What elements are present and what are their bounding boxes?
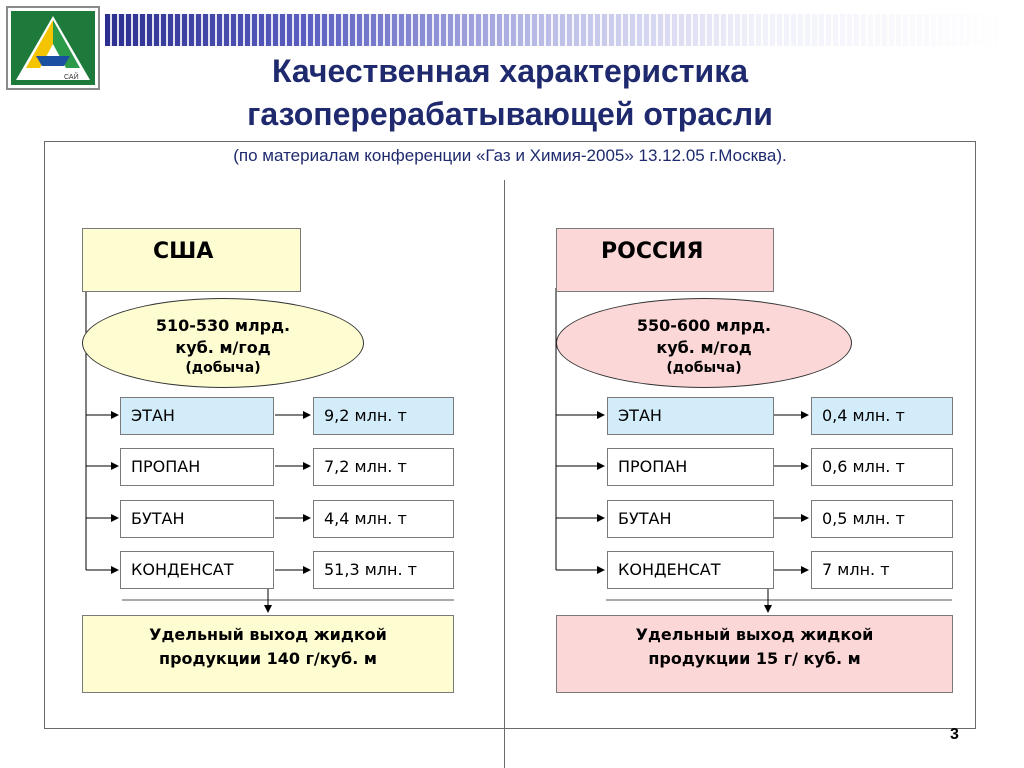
page-number: 3 <box>950 726 959 743</box>
russia-value-propane <box>811 448 953 486</box>
usa-production-note: (добыча) <box>185 360 261 376</box>
usa-country-label: США <box>153 239 214 264</box>
usa-result-box <box>82 615 454 693</box>
russia-value-butane-text: 0,5 млн. т <box>822 509 905 528</box>
usa-item-condensate-label: КОНДЕНСАТ <box>131 560 234 579</box>
usa-value-condensate <box>313 551 454 589</box>
usa-production-line-2: куб. м/год <box>175 338 271 357</box>
russia-value-propane-text: 0,6 млн. т <box>822 457 905 476</box>
russia-result-box <box>556 615 953 693</box>
russia-item-ethane <box>607 397 774 435</box>
russia-item-butane-label: БУТАН <box>618 509 672 528</box>
usa-value-butane <box>313 500 454 538</box>
russia-production-line-1: 550-600 млрд. <box>636 316 772 335</box>
russia-item-ethane-label: ЭТАН <box>618 406 662 425</box>
russia-production-note: (добыча) <box>666 360 742 376</box>
title-line-2: газоперерабатывающей отрасли <box>247 96 773 132</box>
usa-value-propane-text: 7,2 млн. т <box>324 457 407 476</box>
usa-value-ethane-text: 9,2 млн. т <box>324 406 407 425</box>
russia-country-label: РОССИЯ <box>601 239 704 264</box>
russia-value-condensate <box>811 551 953 589</box>
usa-value-propane <box>313 448 454 486</box>
russia-item-propane <box>607 448 774 486</box>
russia-item-propane-label: ПРОПАН <box>618 457 688 476</box>
russia-value-butane <box>811 500 953 538</box>
usa-item-propane-label: ПРОПАН <box>131 457 201 476</box>
page-subtitle: (по материалам конференции «Газ и Химия-2005» 13.12.05 г.Москва). <box>233 146 787 165</box>
russia-item-condensate <box>607 551 774 589</box>
title-line-1: Качественная характеристика <box>272 53 748 89</box>
russia-production-line-2: куб. м/год <box>656 338 752 357</box>
usa-value-butane-text: 4,4 млн. т <box>324 509 407 528</box>
usa-item-condensate <box>120 551 274 589</box>
usa-item-butane <box>120 500 274 538</box>
usa-item-ethane-label: ЭТАН <box>131 406 175 425</box>
usa-item-ethane <box>120 397 274 435</box>
usa-item-propane <box>120 448 274 486</box>
russia-item-condensate-label: КОНДЕНСАТ <box>618 560 721 579</box>
usa-value-ethane <box>313 397 454 435</box>
usa-country-box <box>82 228 301 292</box>
usa-result-line-2: продукции 140 г/куб. м <box>159 649 377 668</box>
russia-production-ellipse <box>556 298 852 388</box>
russia-value-ethane-text: 0,4 млн. т <box>822 406 905 425</box>
russia-result-line-2: продукции 15 г/ куб. м <box>648 649 861 668</box>
usa-item-butane-label: БУТАН <box>131 509 185 528</box>
russia-value-condensate-text: 7 млн. т <box>822 560 890 579</box>
usa-result-line-1: Удельный выход жидкой <box>149 625 387 644</box>
russia-result-line-1: Удельный выход жидкой <box>635 625 874 644</box>
logo-text: САЙ <box>64 74 79 81</box>
usa-production-ellipse <box>82 298 364 388</box>
russia-value-ethane <box>811 397 953 435</box>
russia-item-butane <box>607 500 774 538</box>
usa-value-condensate-text: 51,3 млн. т <box>324 560 417 579</box>
usa-production-line-1: 510-530 млрд. <box>155 316 291 335</box>
russia-country-box <box>556 228 774 292</box>
